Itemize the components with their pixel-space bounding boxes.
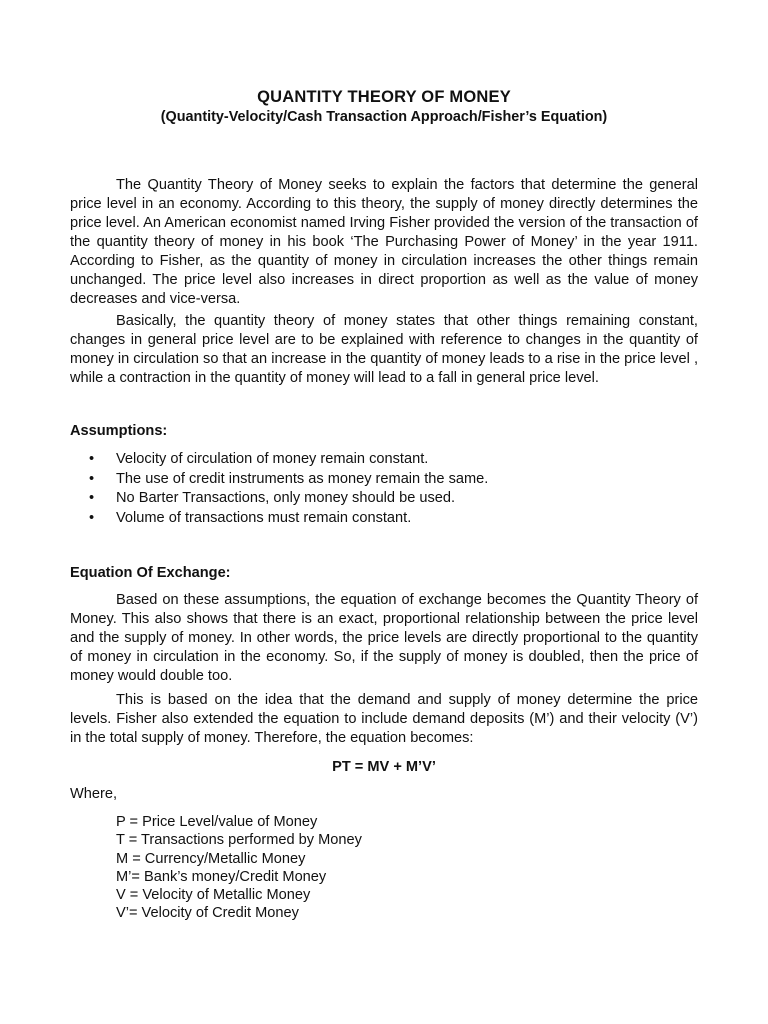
page-subtitle: (Quantity-Velocity/Cash Transaction Approach/Fisher’s Equation) — [160, 109, 608, 125]
list-item: • Volume of transactions must remain constant. — [70, 509, 488, 529]
definition-item: V’= Velocity of Credit Money — [116, 905, 299, 922]
list-item: • Velocity of circulation of money remain constant. — [70, 450, 488, 470]
definitions-list — [116, 813, 362, 923]
intro-paragraph-2: Basically, the quantity theory of money states that other things remaining constant, changes in general price level are to be explained with reference to changes in the quantity of money in circulation so that an increase in the quantity of money leads to a rise in the price level , while a contraction in the quantity of money will lead to a fall in general price level. — [70, 313, 698, 386]
equation-paragraph-1: Based on these assumptions, the equation of exchange becomes the Quantity Theory of Money. This also shows that there is an exact, proportional relationship between the price level and the supply of money. In other words, the price levels are directly proportional to the quantity of money in circulation in the economy. So, if the supply of money is doubled, then the price of money would double too. — [70, 592, 698, 684]
definition-item: M’= Bank’s money/Credit Money — [116, 868, 327, 885]
equation-formula: PT = MV + M’V’ — [332, 759, 436, 775]
where-label: Where, — [70, 786, 118, 802]
assumptions-list — [70, 450, 488, 528]
equation-heading: Equation Of Exchange: — [70, 565, 231, 581]
intro-paragraph-1: The Quantity Theory of Money seeks to explain the factors that determine the general price level in an economy. According to this theory, the supply of money directly determines the price level. An American economist named Irving Fisher provided the version of the transaction of the quantity theory of money in his book ‘The Purchasing Power of Money’ in the year 1911. According to Fisher, as the quantity of money in circulation increases the other things remain unchanged. The price level also increases in direct proportion as well as the value of money decreases and vice-versa. — [70, 177, 698, 307]
definition-item: P = Price Level/value of Money — [116, 814, 318, 830]
list-item: • The use of credit instruments as money remain the same. — [70, 470, 488, 490]
definition-item: T = Transactions performed by Money — [116, 832, 362, 849]
page-title: QUANTITY THEORY OF MONEY — [257, 88, 511, 106]
definition-item: M = Currency/Metallic Money — [116, 850, 306, 867]
list-item: • No Barter Transactions, only money should be used. — [70, 489, 488, 509]
equation-paragraph-2: This is based on the idea that the demand and supply of money determine the price levels. Fisher also extended the equation to include demand deposits (M’) and their velocity (V’) in the total supply of money. Therefore, the equation becomes: — [70, 692, 698, 746]
definition-item: V = Velocity of Metallic Money — [116, 887, 311, 904]
assumptions-heading: Assumptions: — [70, 423, 168, 439]
